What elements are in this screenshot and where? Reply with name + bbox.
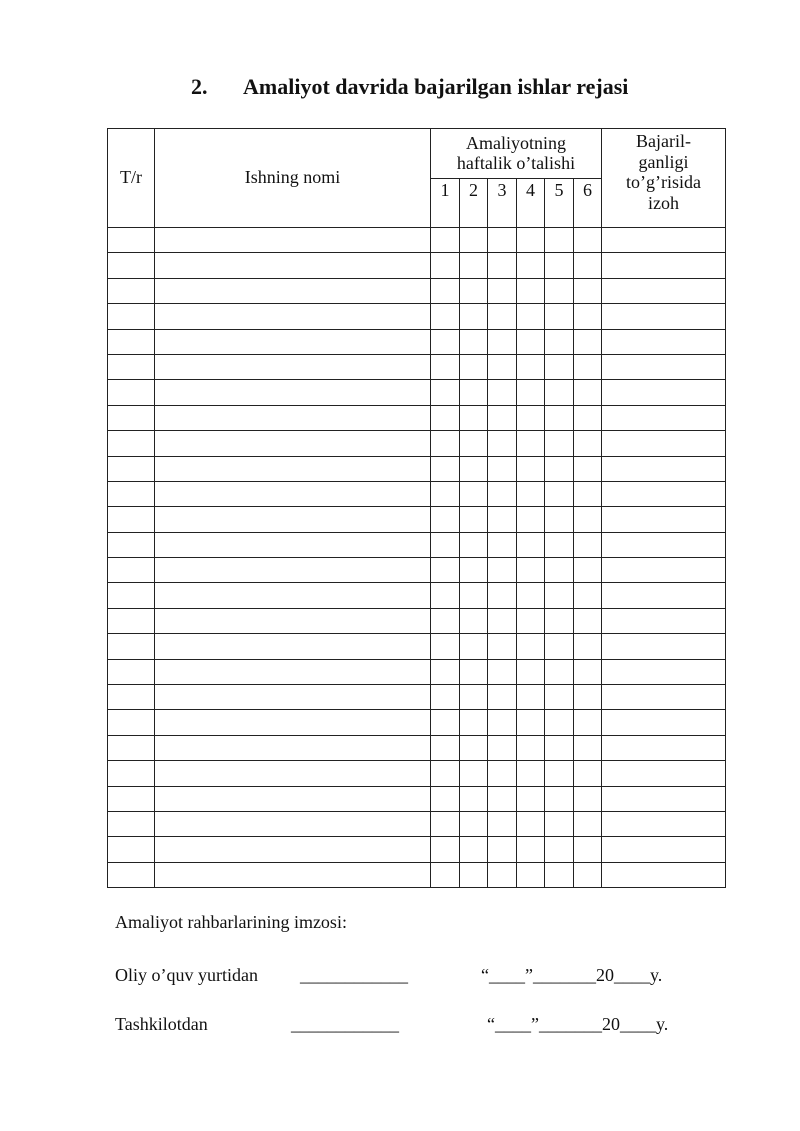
table-cell[interactable] [602,608,726,633]
table-cell[interactable] [155,405,431,430]
table-cell[interactable] [460,431,488,456]
table-cell[interactable] [108,710,155,735]
table-cell[interactable] [545,761,574,786]
table-cell[interactable] [574,456,602,481]
table-cell[interactable] [545,735,574,760]
table-cell[interactable] [108,634,155,659]
table-cell[interactable] [602,811,726,836]
header-week-2: 2 [460,179,488,228]
table-cell[interactable] [488,583,517,608]
table-cell[interactable] [574,735,602,760]
table-cell[interactable] [460,761,488,786]
table-cell[interactable] [108,735,155,760]
table-cell[interactable] [517,735,545,760]
table-row [108,431,726,456]
table-cell[interactable] [488,456,517,481]
table-cell[interactable] [155,735,431,760]
table-cell[interactable] [545,278,574,303]
table-cell[interactable] [488,228,517,253]
table-cell[interactable] [517,228,545,253]
table-cell[interactable] [574,685,602,710]
table-cell[interactable] [545,228,574,253]
table-row [108,608,726,633]
table-cell[interactable] [488,558,517,583]
table-row [108,837,726,862]
table-cell[interactable] [602,253,726,278]
table-cell[interactable] [155,685,431,710]
table-cell[interactable] [517,431,545,456]
table-cell[interactable] [517,862,545,887]
table-cell[interactable] [574,329,602,354]
table-row [108,405,726,430]
organization-signature-field[interactable]: ____________ [291,1014,399,1034]
table-cell[interactable] [108,507,155,532]
table-row [108,329,726,354]
table-cell[interactable] [602,405,726,430]
table-cell[interactable] [431,228,460,253]
table-row [108,583,726,608]
table-cell[interactable] [108,811,155,836]
table-cell[interactable] [574,380,602,405]
table-cell[interactable] [574,431,602,456]
header-note-line3: to’g’risida [626,172,701,193]
table-cell[interactable] [431,710,460,735]
table-cell[interactable] [431,811,460,836]
table-cell[interactable] [155,431,431,456]
header-note-line1: Bajaril- [636,131,691,151]
table-cell[interactable] [545,253,574,278]
table-cell[interactable] [574,659,602,684]
table-cell[interactable] [574,761,602,786]
table-cell[interactable] [574,354,602,379]
table-cell[interactable] [460,253,488,278]
table-cell[interactable] [431,532,460,557]
organization-date-field[interactable]: “____”_______20____y. [487,1014,669,1034]
table-row [108,228,726,253]
table-cell[interactable] [517,583,545,608]
table-cell[interactable] [108,862,155,887]
table-row [108,304,726,329]
table-cell[interactable] [602,634,726,659]
table-cell[interactable] [155,329,431,354]
table-cell[interactable] [574,786,602,811]
table-cell[interactable] [108,329,155,354]
table-cell[interactable] [431,659,460,684]
table-cell[interactable] [108,431,155,456]
table-cell[interactable] [155,608,431,633]
table-cell[interactable] [574,278,602,303]
table-cell[interactable] [545,608,574,633]
table-cell[interactable] [602,507,726,532]
table-cell[interactable] [155,583,431,608]
table-cell[interactable] [460,304,488,329]
table-cell[interactable] [488,278,517,303]
table-cell[interactable] [574,583,602,608]
table-cell[interactable] [108,405,155,430]
table-cell[interactable] [488,431,517,456]
table-cell[interactable] [460,735,488,760]
table-cell[interactable] [460,634,488,659]
table-cell[interactable] [155,253,431,278]
table-cell[interactable] [488,608,517,633]
table-cell[interactable] [108,786,155,811]
header-number: T/r [108,129,155,228]
table-cell[interactable] [488,786,517,811]
table-cell[interactable] [431,583,460,608]
header-weekly-line1: Amaliyotning [466,132,566,153]
table-cell[interactable] [460,786,488,811]
table-cell[interactable] [488,735,517,760]
table-cell[interactable] [431,329,460,354]
table-cell[interactable] [545,380,574,405]
table-cell[interactable] [488,811,517,836]
table-cell[interactable] [460,507,488,532]
table-cell[interactable] [517,481,545,506]
table-body [108,228,726,888]
table-cell[interactable] [574,304,602,329]
table-cell[interactable] [545,431,574,456]
table-cell[interactable] [602,735,726,760]
header-weekly-line2: haftalik o’talishi [456,152,576,173]
table-cell[interactable] [431,304,460,329]
table-row [108,456,726,481]
table-cell[interactable] [460,608,488,633]
table-cell[interactable] [488,253,517,278]
table-cell[interactable] [108,228,155,253]
table-cell[interactable] [602,278,726,303]
table-cell[interactable] [488,685,517,710]
table-cell[interactable] [574,507,602,532]
table-cell[interactable] [602,710,726,735]
table-cell[interactable] [545,354,574,379]
table-cell[interactable] [517,710,545,735]
header-note-line2: ganligi [638,151,689,172]
table-cell[interactable] [108,456,155,481]
table-cell[interactable] [431,278,460,303]
header-note-line4: izoh [648,193,679,214]
table-cell[interactable] [431,862,460,887]
table-cell[interactable] [488,405,517,430]
table-cell[interactable] [155,304,431,329]
table-cell[interactable] [574,710,602,735]
table-cell[interactable] [545,634,574,659]
table-cell[interactable] [460,685,488,710]
table-cell[interactable] [431,456,460,481]
table-cell[interactable] [574,811,602,836]
organization-label: Tashkilotdan [115,1014,208,1034]
table-cell[interactable] [431,634,460,659]
table-cell[interactable] [155,761,431,786]
table-row [108,862,726,887]
table-cell[interactable] [460,228,488,253]
work-plan-table [107,128,726,888]
table-row [108,507,726,532]
table-cell[interactable] [108,253,155,278]
table-cell[interactable] [431,507,460,532]
table-cell[interactable] [431,786,460,811]
table-cell[interactable] [488,761,517,786]
table-row [108,354,726,379]
table-cell[interactable] [108,481,155,506]
table-row [108,278,726,303]
table-cell[interactable] [602,558,726,583]
table-cell[interactable] [517,507,545,532]
table-cell[interactable] [460,405,488,430]
table-cell[interactable] [108,380,155,405]
table-cell[interactable] [460,532,488,557]
table-cell[interactable] [517,405,545,430]
table-cell[interactable] [488,380,517,405]
table-cell[interactable] [460,481,488,506]
table-cell[interactable] [460,837,488,862]
table-cell[interactable] [108,558,155,583]
table-cell[interactable] [602,329,726,354]
table-cell[interactable] [545,532,574,557]
table-cell[interactable] [602,431,726,456]
table-row [108,685,726,710]
university-signature-field[interactable]: ____________ [300,965,408,985]
table-cell[interactable] [574,228,602,253]
table-cell[interactable] [431,431,460,456]
table-row [108,811,726,836]
table-cell[interactable] [545,558,574,583]
table-cell[interactable] [155,278,431,303]
header-work-name: Ishning nomi [155,129,431,228]
table-cell[interactable] [488,710,517,735]
table-cell[interactable] [574,481,602,506]
table-cell[interactable] [108,532,155,557]
table-row [108,481,726,506]
section-number: 2. [191,74,208,99]
table-cell[interactable] [545,811,574,836]
table-cell[interactable] [602,685,726,710]
table-cell[interactable] [431,761,460,786]
table-cell[interactable] [602,862,726,887]
table-cell[interactable] [431,837,460,862]
table-row [108,761,726,786]
table-cell[interactable] [517,354,545,379]
table-cell[interactable] [431,380,460,405]
table-cell[interactable] [155,380,431,405]
table-cell[interactable] [602,761,726,786]
table-cell[interactable] [460,862,488,887]
table-cell[interactable] [517,380,545,405]
table-cell[interactable] [155,456,431,481]
table-row [108,659,726,684]
header-week-4: 4 [517,179,545,228]
table-cell[interactable] [602,228,726,253]
table-cell[interactable] [155,634,431,659]
table-cell[interactable] [108,659,155,684]
table-cell[interactable] [108,304,155,329]
header-week-6: 6 [574,179,602,228]
university-date-field[interactable]: “____”_______20____y. [481,965,663,985]
table-cell[interactable] [155,811,431,836]
table-cell[interactable] [155,558,431,583]
table-row [108,558,726,583]
table-cell[interactable] [488,507,517,532]
table-cell[interactable] [155,228,431,253]
table-cell[interactable] [602,380,726,405]
table-cell[interactable] [545,507,574,532]
table-cell[interactable] [488,354,517,379]
table-cell[interactable] [460,659,488,684]
university-label: Oliy o’quv yurtidan [115,965,258,985]
table-cell[interactable] [431,608,460,633]
table-cell[interactable] [517,811,545,836]
table-cell[interactable] [431,685,460,710]
table-cell[interactable] [602,532,726,557]
table-cell[interactable] [602,304,726,329]
table-cell[interactable] [108,837,155,862]
table-cell[interactable] [545,456,574,481]
table-cell[interactable] [155,786,431,811]
table-cell[interactable] [517,278,545,303]
table-cell[interactable] [460,456,488,481]
table-cell[interactable] [155,862,431,887]
table-cell[interactable] [517,456,545,481]
table-cell[interactable] [155,481,431,506]
table-cell[interactable] [602,786,726,811]
table-cell[interactable] [488,304,517,329]
table-cell[interactable] [460,583,488,608]
table-cell[interactable] [488,481,517,506]
table-cell[interactable] [574,558,602,583]
table-cell[interactable] [460,811,488,836]
table-cell[interactable] [108,354,155,379]
table-cell[interactable] [517,786,545,811]
table-cell[interactable] [574,405,602,430]
table-cell[interactable] [602,456,726,481]
table-row [108,735,726,760]
table-cell[interactable] [574,253,602,278]
table-cell[interactable] [602,481,726,506]
table-cell[interactable] [460,380,488,405]
table-cell[interactable] [602,354,726,379]
table-row [108,786,726,811]
table-row [108,253,726,278]
header-week-3: 3 [488,179,517,228]
table-cell[interactable] [602,659,726,684]
table-cell[interactable] [155,507,431,532]
table-cell[interactable] [155,532,431,557]
table-cell[interactable] [517,558,545,583]
table-cell[interactable] [545,862,574,887]
table-cell[interactable] [545,659,574,684]
table-cell[interactable] [545,685,574,710]
table-cell[interactable] [517,659,545,684]
table-cell[interactable] [460,329,488,354]
table-row [108,532,726,557]
table-cell[interactable] [545,481,574,506]
table-cell[interactable] [545,837,574,862]
table-cell[interactable] [574,532,602,557]
header-week-5: 5 [545,179,574,228]
table-cell[interactable] [460,558,488,583]
table-cell[interactable] [488,329,517,354]
table-cell[interactable] [517,837,545,862]
table-cell[interactable] [108,761,155,786]
table-cell[interactable] [155,837,431,862]
table-cell[interactable] [545,583,574,608]
table-cell[interactable] [460,278,488,303]
table-cell[interactable] [155,710,431,735]
table-cell[interactable] [602,837,726,862]
table-cell[interactable] [155,354,431,379]
signatures-label: Amaliyot rahbarlarining imzosi: [115,912,347,932]
table-cell[interactable] [517,634,545,659]
header-completion-note [602,129,726,228]
table-cell[interactable] [431,558,460,583]
table-cell[interactable] [574,634,602,659]
table-cell[interactable] [517,304,545,329]
table-cell[interactable] [517,685,545,710]
table-cell[interactable] [545,304,574,329]
header-weekly-completion [431,129,602,179]
table-cell[interactable] [460,354,488,379]
table-cell[interactable] [602,583,726,608]
table-cell[interactable] [545,786,574,811]
header-week-1: 1 [431,179,460,228]
table-cell[interactable] [431,481,460,506]
table-row [108,710,726,735]
table-cell[interactable] [517,532,545,557]
table-cell[interactable] [517,761,545,786]
table-cell[interactable] [517,329,545,354]
table-cell[interactable] [431,354,460,379]
table-cell[interactable] [545,405,574,430]
table-cell[interactable] [488,532,517,557]
table-cell[interactable] [574,608,602,633]
table-cell[interactable] [431,735,460,760]
table-cell[interactable] [108,685,155,710]
table-cell[interactable] [488,837,517,862]
table-cell[interactable] [517,253,545,278]
table-cell[interactable] [108,608,155,633]
table-row [108,380,726,405]
table-cell[interactable] [108,278,155,303]
table-cell[interactable] [431,253,460,278]
table-cell[interactable] [545,329,574,354]
table-cell[interactable] [460,710,488,735]
table-cell[interactable] [431,405,460,430]
table-cell[interactable] [155,659,431,684]
table-cell[interactable] [574,862,602,887]
table-cell[interactable] [488,634,517,659]
section-title: Amaliyot davrida bajarilgan ishlar rejasi [243,74,629,99]
table-cell[interactable] [108,583,155,608]
table-row [108,634,726,659]
table-cell[interactable] [488,862,517,887]
table-cell[interactable] [545,710,574,735]
table-cell[interactable] [517,608,545,633]
table-cell[interactable] [574,837,602,862]
table-cell[interactable] [488,659,517,684]
